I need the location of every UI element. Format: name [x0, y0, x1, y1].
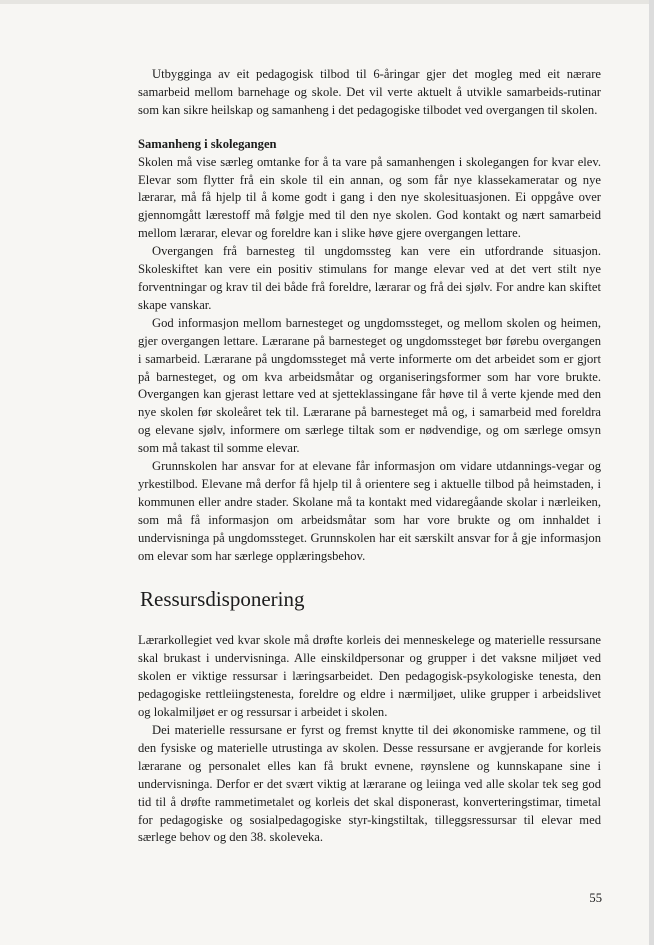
scan-edge-right [649, 0, 654, 945]
paragraph-samanheng-2: Overgangen frå barnesteg til ungdomssteg kan vere ein utfordrande situasjon. Skoleskiftet kan vere ein positiv stimulans for mange elevar ved at det vert stilt nye forventningar og krav til dei både frå foreldre, lærarar og frå dei sjølv. For andre kan skiftet skape vanskar. [138, 244, 601, 312]
section-heading-ressurs: Ressursdisponering [140, 587, 305, 612]
page-number: 55 [589, 891, 602, 905]
page-body [138, 66, 601, 847]
scan-edge-top [0, 0, 654, 4]
intro-paragraph: Utbygginga av eit pedagogisk tilbod til 6-åringar gjer det mogleg med eit nærare samarbeid mellom barnehage og skole. Det vil verte aktuelt å utvikle samarbeids-rutinar som kan sikre heilskap og samanheng i det pedagogiske tilbodet ved overgangen til skolen. [138, 67, 601, 117]
paragraph-samanheng-4: Grunnskolen har ansvar for at elevane får informasjon om vidare utdannings-vegar og yrkestilbod. Elevane må derfor få hjelp til å orientere seg i aktuelle tilbod på heimstaden, i kommunen eller andre stader. Skolane må ta kontakt med vidaregåande skolar i nærleiken, som må få informasjon om arbeidsmåtar som har vore brukte og om innhaldet i undervisninga på ungdomssteget. Grunnskolen har eit særskilt ansvar for å gje informasjon om elevar som har særlege opplæringsbehov. [138, 459, 601, 563]
section-heading-samanheng: Samanheng i skolegangen [138, 136, 277, 151]
paragraph-samanheng-1: Skolen må vise særleg omtanke for å ta vare på samanhengen i skolegangen for kvar elev. Elevar som flytter frå ein skole til ein annan, og som får nye klassekameratar og nye lærarar, må få hjelp til å kome godt i gang i den nye skolesituasjonen. Ei oppgåve over gjennomgått lærestoff må følgje med til den nye skolen. God kontakt og nært samarbeid mellom lærarar, elevar og foreldre kan i slike høve gjere overgangen lettare. [138, 154, 601, 241]
paragraph-samanheng-3: God informasjon mellom barnesteget og ungdomssteget, og mellom skolen og heimen, gjer overgangen lettare. Lærarane på barnesteget og ungdomssteget bør førebu overgangen i samarbeid. Lærarane på ungdomssteget må verte informerte om det arbeidet som er gjort på barnesteget, og om kva arbeidsmåtar og organiseringsformer som har vore brukte. Overgangen kan gjerast lettare ved at sjetteklassingane får høve til å verte kjende med den nye skolen før skoleåret tek til. Lærarane på barnesteget må og, i samarbeid med foreldra og elevane sjølv, informere om særlege tiltak som er nødvendige, og om særlege omsyn som må takast til somme elevar. [138, 315, 601, 456]
paragraph-ressurs-2: Dei materielle ressursane er fyrst og fremst knytte til dei økonomiske rammene, og til den fysiske og materielle utrustinga av skolen. Desse ressursane er avgjerande for korleis lærarane og personalet elles kan få brukt evnene, røynslene og kunnskapane sine i undervisninga. Derfor er det svært viktig at lærarane og leiinga ved alle skolar tek seg god tid til å drøfte rammetimetalet og korleis det skal disponerast, konverteringstimar, timetal for pedagogiske og sosialpedagogiske styr-kingstiltak, tilleggsressursar til elevar med særlege behov og den 38. skoleveka. [138, 723, 601, 845]
paragraph-ressurs-1: Lærarkollegiet ved kvar skole må drøfte korleis dei menneskelege og materielle ressursane skal brukast i undervisninga. Alle einskildpersonar og grupper i det vaksne miljøet ved skolen er viktige ressursar i læringsarbeidet. Den pedagogisk-psykologiske tenesta, den pedagogiske rettleiingstenesta, foreldre og eldre i nærmiljøet, ulike grupper i arbeidslivet og lokalmiljøet er og ressursar i arbeidet i skolen. [138, 633, 601, 720]
